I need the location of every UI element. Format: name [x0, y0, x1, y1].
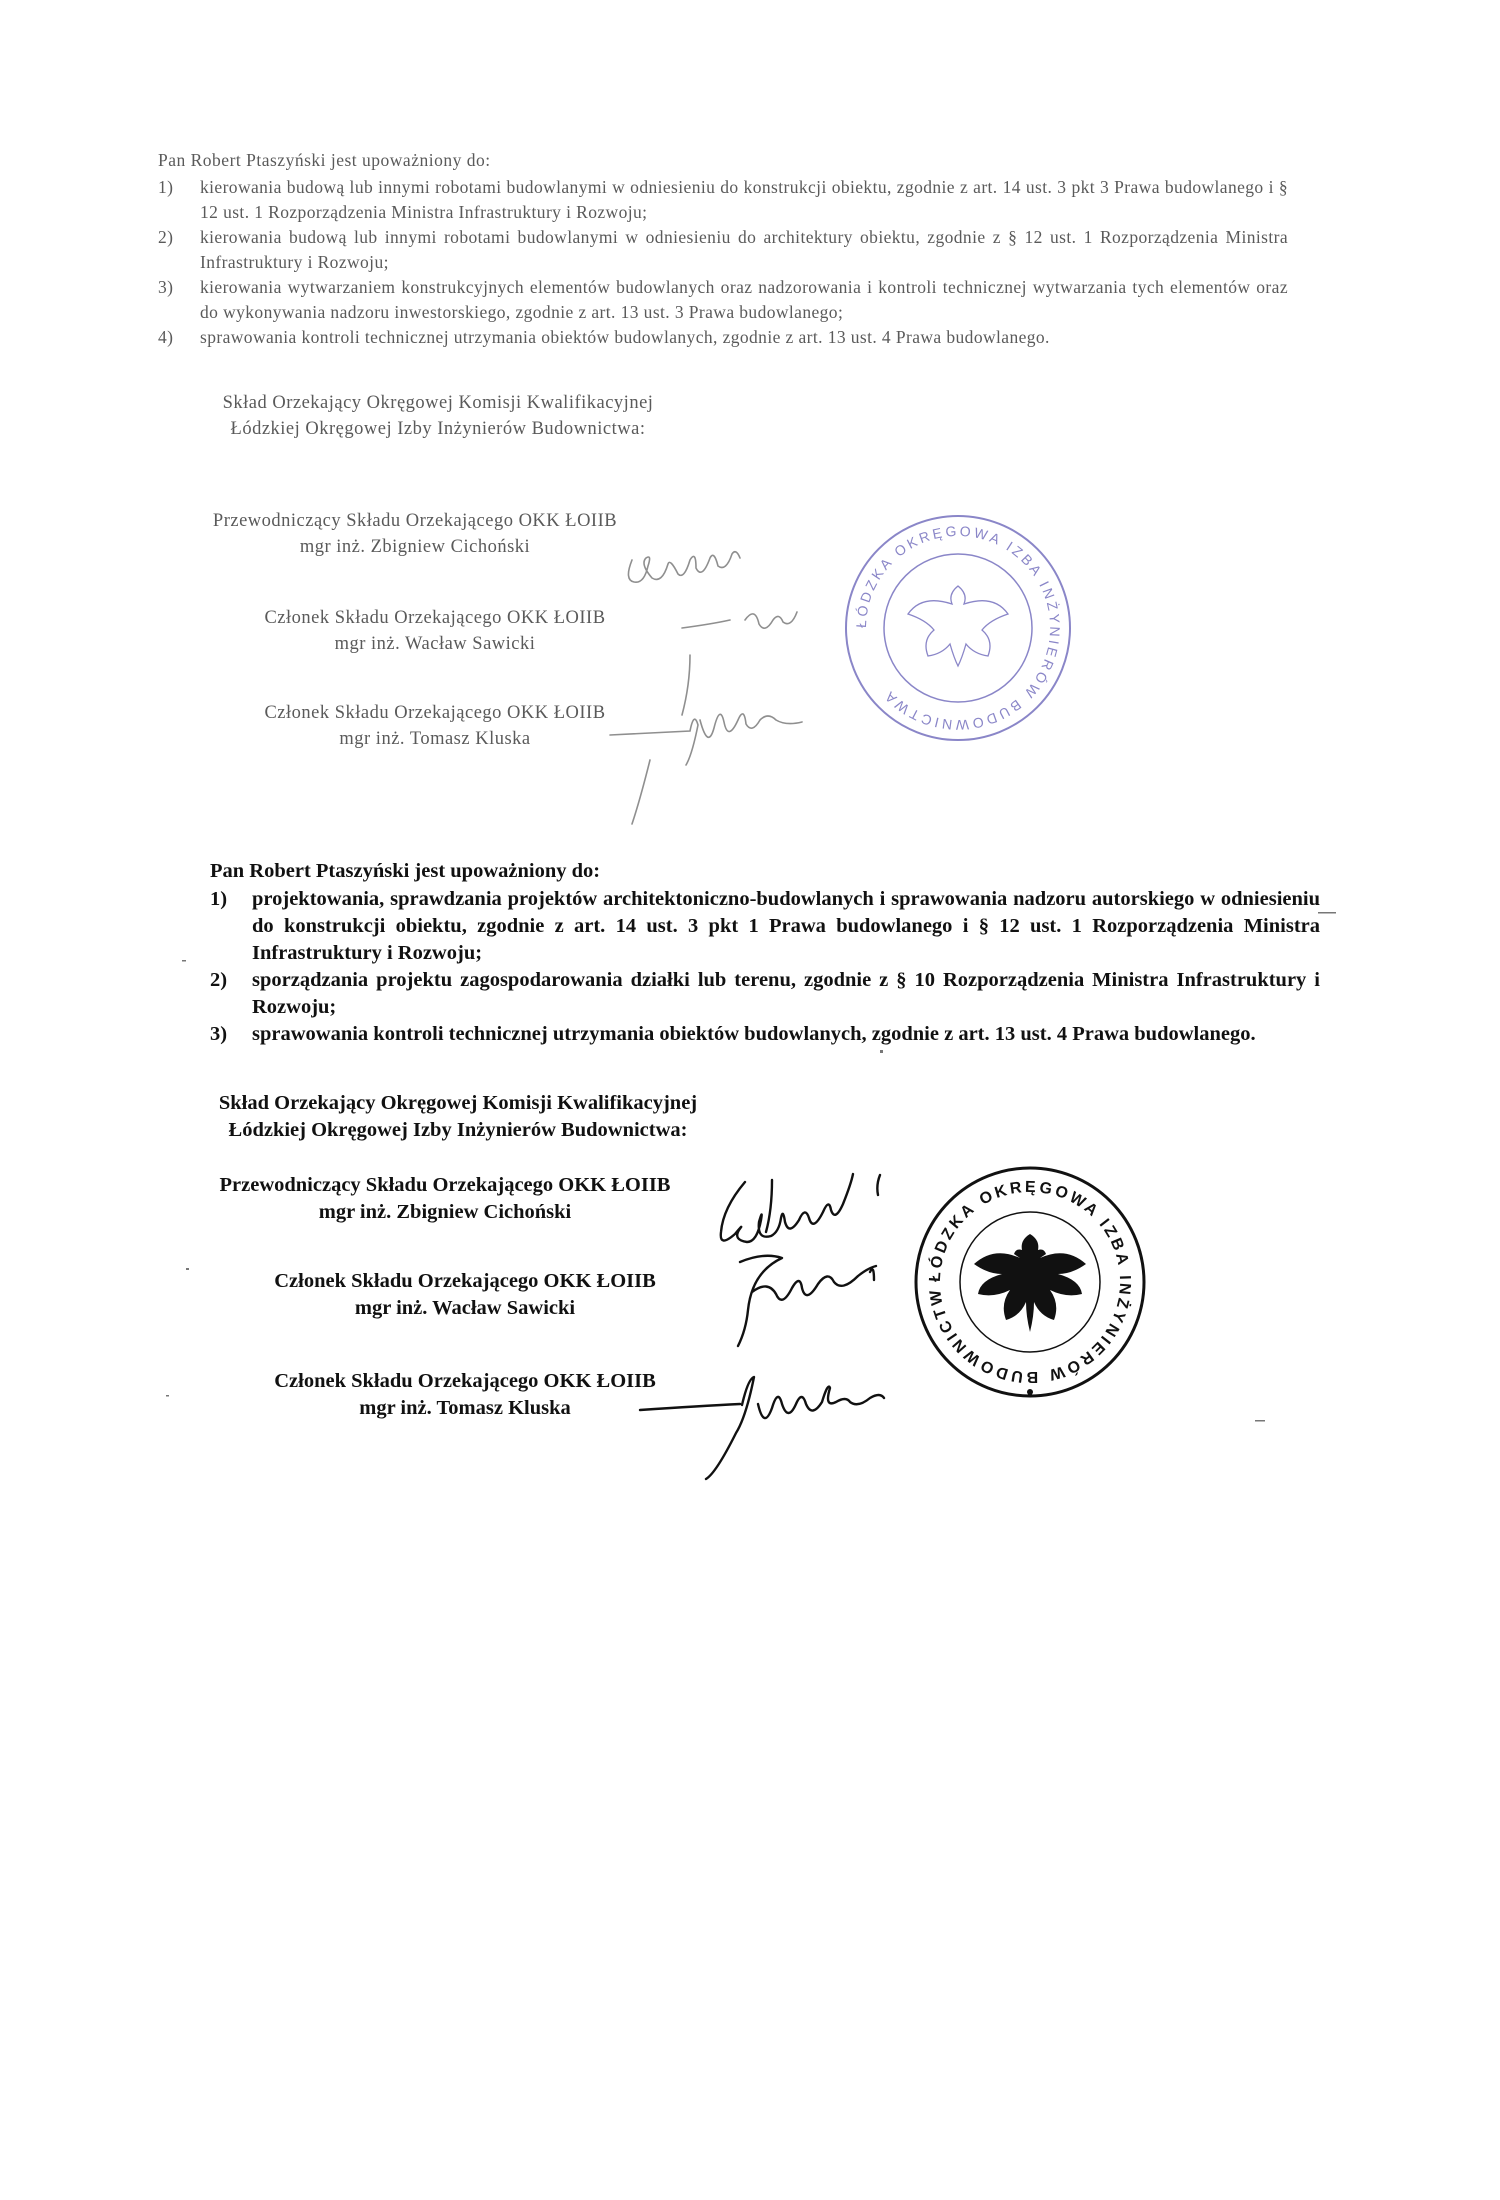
- faded-item-4: 4) sprawowania kontroli technicznej utrzymania obiektów budowlanych, zgodnie z art. 13 ust. 4 Prawa budowlanego.: [158, 327, 1050, 347]
- faded-member-chairman: Przewodniczący Składu Orzekającego OKK ŁOIIB mgr inż. Zbigniew Cichoński: [212, 511, 618, 557]
- faded-stamp-text: ŁÓDZKA OKRĘGOWA IZBA INŻYNIERÓW BUDOWNICTWA: [852, 522, 1064, 734]
- faded-item-2: 2) kierowania budową lub innymi robotami budowlanymi w odniesieniu do architektury obiektu, zgodnie z § 12 ust. 1 Rozporządzenia Ministra Infrastruktury i Rozwoju;: [158, 227, 1288, 272]
- bold-member-sawicki: Członek Składu Orzekającego OKK ŁOIIB mgr inż. Wacław Sawicki: [274, 1270, 656, 1319]
- bold-item-2: 2) sporządzania projektu zagospodarowania działki lub terenu, zgodnie z § 10 Rozporządzenia Ministra Infrastruktury i Rozwoju;: [210, 969, 1320, 1018]
- bold-board-heading: Skład Orzekający Okręgowej Komisji Kwalifikacyjnej Łódzkiej Okręgowej Izby Inżynierów Budownictwa:: [218, 1092, 698, 1141]
- faded-member-sawicki: Członek Składu Orzekającego OKK ŁOIIB mgr inż. Wacław Sawicki: [264, 608, 606, 654]
- bold-item-1: 1) projektowania, sprawdzania projektów architektoniczno-budowlanych i sprawowania nadzoru autorskiego w odniesieniu do konstrukcji obiektu, zgodnie z art. 14 ust. 3 pkt 1 Prawa budowlanego i § 12 ust. 1 Rozporządzenia Ministra Infrastruktury i Rozwoju;: [210, 888, 1320, 964]
- faded-board-heading: Skład Orzekający Okręgowej Komisji Kwalifikacyjnej Łódzkiej Okręgowej Izby Inżynierów Budownictwa:: [222, 393, 654, 439]
- bold-stamp-text: ŁÓDZKA OKRĘGOWA IZBA INŻYNIERÓW BUDOWNICTWA: [902, 1149, 1134, 1386]
- bold-member-chairman: Przewodniczący Składu Orzekającego OKK ŁOIIB mgr inż. Zbigniew Cichoński: [219, 1174, 671, 1223]
- bold-member-kluska: Członek Składu Orzekającego OKK ŁOIIB mgr inż. Tomasz Kluska: [274, 1370, 656, 1419]
- faded-item-1: 1) kierowania budową lub innymi robotami budowlanymi w odniesieniu do konstrukcji obiektu, zgodnie z art. 14 ust. 3 pkt 3 Prawa budowlanego i § 12 ust. 1 Rozporządzenia Ministra Infrastruktury i Rozwoju;: [158, 177, 1288, 222]
- bold-item-3: 3) sprawowania kontroli technicznej utrzymania obiektów budowlanych, zgodnie z art. 13 ust. 4 Prawa budowlanego.: [210, 1023, 1256, 1045]
- faded-intro: Pan Robert Ptaszyński jest upoważniony do:: [158, 150, 491, 170]
- faded-item-3: 3) kierowania wytwarzaniem konstrukcyjnych elementów budowlanych oraz nadzorowania i kontroli technicznej wytwarzania tych elementów oraz do wykonywania nadzoru inwestorskiego, zgodnie z art. 13 ust. 3 Prawa budowlanego;: [158, 277, 1288, 322]
- faded-member-kluska: Członek Składu Orzekającego OKK ŁOIIB mgr inż. Tomasz Kluska: [264, 703, 606, 749]
- bold-intro: Pan Robert Ptaszyński jest upoważniony do:: [210, 860, 601, 882]
